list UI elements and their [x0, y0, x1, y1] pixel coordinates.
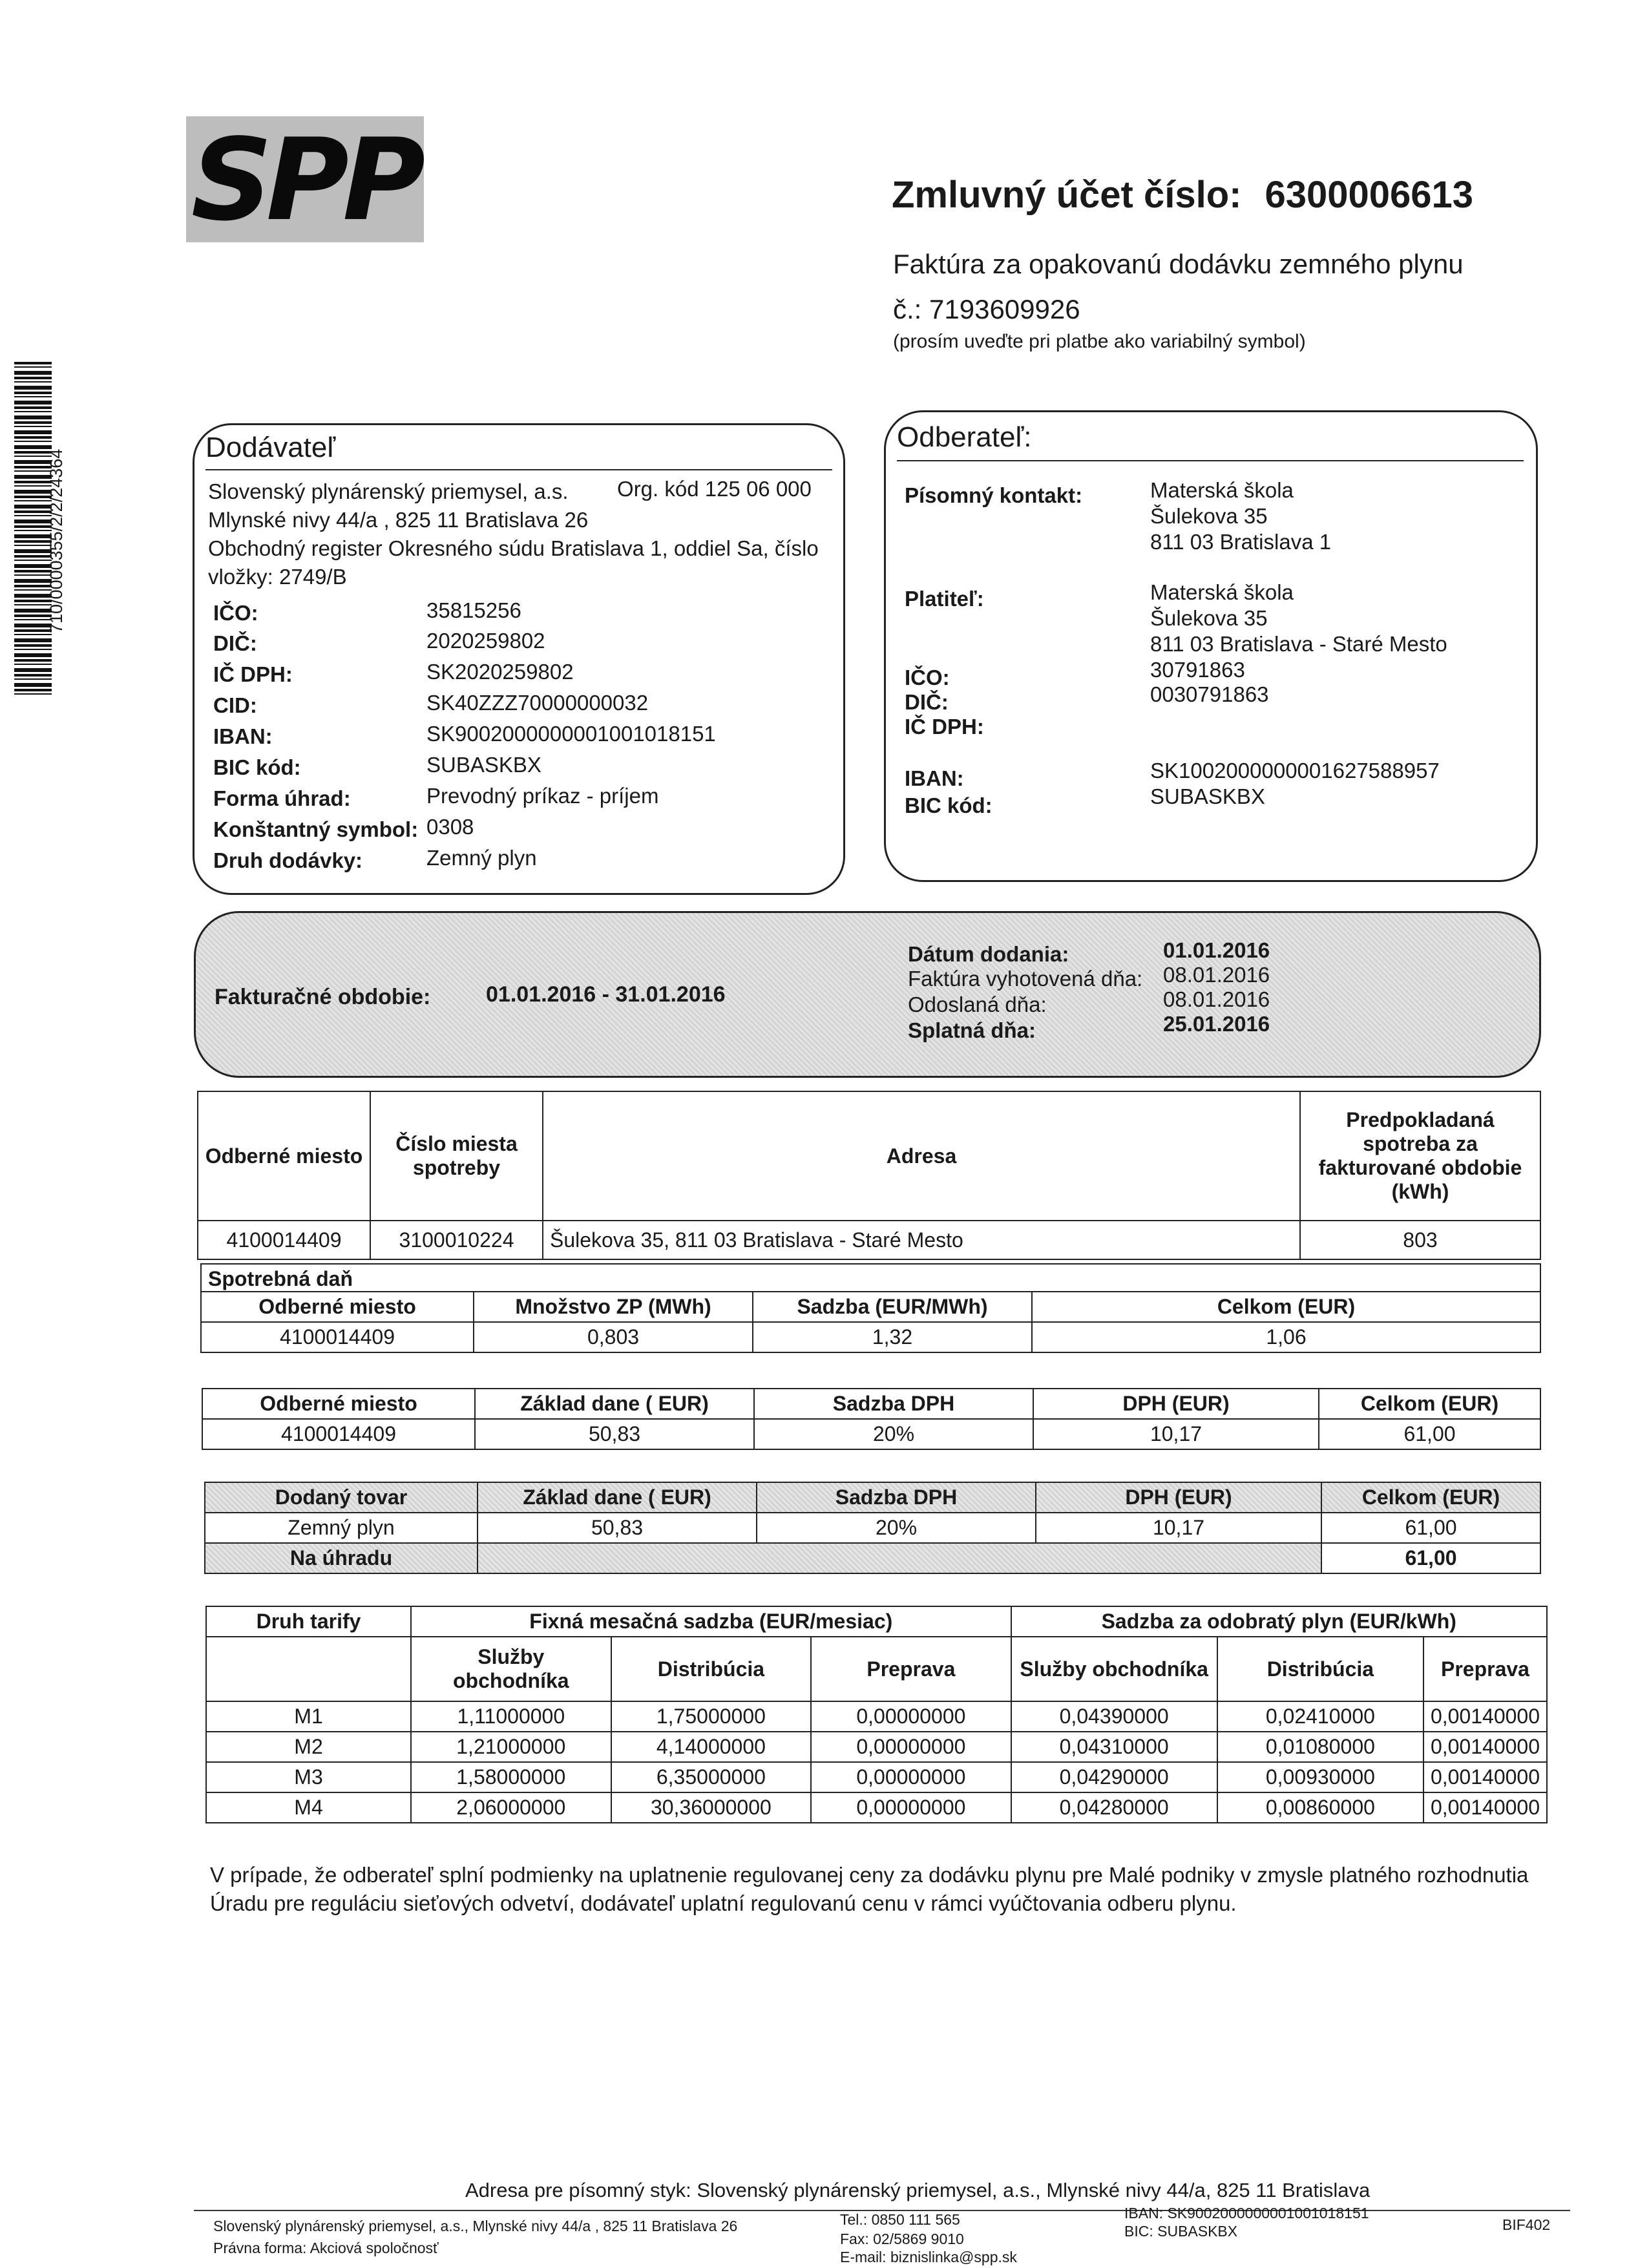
payer-line: Šulekova 35 — [1150, 606, 1268, 630]
col-group-header: Fixná mesačná sadzba (EUR/mesiac) — [411, 1606, 1011, 1637]
supplier-label: CID: — [213, 693, 257, 717]
supplier-header — [205, 426, 832, 470]
table-cell: Šulekova 35, 811 03 Bratislava - Staré Mesto — [543, 1221, 1300, 1259]
table-cell: 0,00140000 — [1423, 1762, 1547, 1792]
table-cell: M4 — [206, 1792, 411, 1823]
supplier-value: 0308 — [426, 815, 474, 839]
col-header: Celkom (EUR) — [1032, 1292, 1540, 1322]
col-header: Číslo miesta spotreby — [370, 1091, 543, 1221]
supplier-value: 35815256 — [426, 598, 521, 622]
footer-fax: Fax: 02/5869 9010 — [840, 2231, 964, 2247]
supplier-label: Konštantný symbol: — [213, 817, 419, 841]
table-cell: 1,11000000 — [411, 1701, 611, 1732]
table-row — [206, 1762, 1547, 1792]
table-cell: 803 — [1300, 1221, 1540, 1259]
supplier-value: SK9002000000001001018151 — [426, 722, 716, 746]
footer-bic: BIC: SUBASKBX — [1124, 2223, 1238, 2240]
table-cell: 4100014409 — [198, 1221, 370, 1259]
account-label: Zmluvný účet číslo: — [892, 174, 1242, 216]
tariff-table — [205, 1606, 1548, 1823]
contact-label: Písomný kontakt: — [905, 483, 1083, 507]
supplier-label: Forma úhrad: — [213, 786, 351, 810]
table-cell: 10,17 — [1033, 1419, 1319, 1449]
date-label: Odoslaná dňa: — [908, 992, 1047, 1016]
supplier-label: IBAN: — [213, 724, 273, 748]
col-header: Množstvo ZP (MWh) — [474, 1292, 753, 1322]
col-header: Sadzba DPH — [754, 1389, 1033, 1419]
table-cell: 4,14000000 — [611, 1732, 812, 1762]
payer-line: 811 03 Bratislava - Staré Mesto — [1150, 632, 1447, 656]
table-cell: 20% — [757, 1513, 1036, 1543]
table-cell: 1,58000000 — [411, 1762, 611, 1792]
supplier-value: 2020259802 — [426, 629, 545, 653]
account-heading — [892, 173, 1473, 216]
payer-label: Platiteľ: — [905, 587, 984, 611]
col-header: Predpokladaná spotreba za fakturované obdobie (kWh) — [1300, 1091, 1540, 1221]
col-header: Dodaný tovar — [205, 1482, 478, 1513]
customer-bic-label: BIC kód: — [905, 793, 993, 817]
col-header: Odberné miesto — [201, 1292, 474, 1322]
date-label: Faktúra vyhotovená dňa: — [908, 967, 1143, 991]
col-header: Služby obchodníka — [1011, 1637, 1217, 1701]
col-header: Preprava — [1423, 1637, 1547, 1701]
date-label: Splatná dňa: — [908, 1018, 1036, 1042]
excise-title: Spotrebná daň — [201, 1264, 1540, 1292]
billing-period-label: Fakturačné obdobie: — [215, 985, 431, 1009]
table-cell: 0,803 — [474, 1322, 753, 1352]
table-cell: 0,04310000 — [1011, 1732, 1217, 1762]
table-cell: 10,17 — [1036, 1513, 1321, 1543]
customer-icdph-label: IČ DPH: — [905, 715, 984, 739]
amount-due-label: Na úhradu — [205, 1543, 478, 1573]
col-group-header: Sadzba za odobratý plyn (EUR/kWh) — [1011, 1606, 1547, 1637]
supplier-label: BIC kód: — [213, 755, 301, 779]
footer-tel: Tel.: 0850 111 565 — [840, 2211, 960, 2228]
table-cell: 0,00140000 — [1423, 1701, 1547, 1732]
supplier-address: Mlynské nivy 44/a , 825 11 Bratislava 26 — [208, 508, 589, 532]
date-value: 08.01.2016 — [1163, 987, 1270, 1011]
goods-table — [204, 1482, 1541, 1574]
date-value: 25.01.2016 — [1163, 1012, 1270, 1036]
supplier-org-code: Org. kód 125 06 000 — [617, 477, 812, 501]
footer-company: Slovenský plynárenský priemysel, a.s., Mlynské nivy 44/a , 825 11 Bratislava 26 — [213, 2218, 738, 2234]
footer-email: E-mail: biznislinka@spp.sk — [840, 2249, 1017, 2265]
table-cell: 1,75000000 — [611, 1701, 812, 1732]
table-cell: 0,02410000 — [1217, 1701, 1423, 1732]
invoice-note: (prosím uveďte pri platbe ako variabilný symbol) — [893, 331, 1306, 352]
spp-logo — [186, 115, 424, 246]
col-header: Celkom (EUR) — [1321, 1482, 1540, 1513]
billing-period: 01.01.2016 - 31.01.2016 — [486, 982, 726, 1007]
customer-heading: Odberateľ: — [897, 421, 1032, 453]
table-cell: 0,00000000 — [811, 1732, 1011, 1762]
supplier-name: Slovenský plynárenský priemysel, a.s. — [208, 479, 569, 503]
date-value: 08.01.2016 — [1163, 963, 1270, 987]
footer-mail-address: Adresa pre písomný styk: Slovenský plynárenský priemysel, a.s., Mlynské nivy 44/a, 825 11 Bratislava — [465, 2179, 1371, 2201]
table-cell: 0,00930000 — [1217, 1762, 1423, 1792]
col-header: Celkom (EUR) — [1319, 1389, 1540, 1419]
invoice-number: č.: 7193609926 — [893, 294, 1080, 324]
col-header: Odberné miesto — [198, 1091, 370, 1221]
table-cell: 0,00000000 — [811, 1792, 1011, 1823]
supplier-label: DIČ: — [213, 631, 257, 655]
table-cell: 0,00140000 — [1423, 1792, 1547, 1823]
table-cell: Zemný plyn — [205, 1513, 478, 1543]
table-cell: 20% — [754, 1419, 1033, 1449]
table-cell: 30,36000000 — [611, 1792, 812, 1823]
table-cell: 0,04290000 — [1011, 1762, 1217, 1792]
supplier-value: Zemný plyn — [426, 846, 537, 870]
table-cell: 0,00000000 — [811, 1701, 1011, 1732]
table-row — [206, 1792, 1547, 1823]
table-cell: 1,32 — [753, 1322, 1032, 1352]
customer-bic: SUBASKBX — [1150, 784, 1265, 808]
table-cell: 0,04280000 — [1011, 1792, 1217, 1823]
col-header: Druh tarify — [206, 1606, 411, 1637]
footer-form-code: BIF402 — [1502, 2216, 1551, 2233]
table-cell: 50,83 — [478, 1513, 757, 1543]
col-header: Odberné miesto — [202, 1389, 475, 1419]
supplier-label: Druh dodávky: — [213, 848, 363, 872]
supplier-value: Prevodný príkaz - príjem — [426, 784, 659, 808]
supplier-register-1: Obchodný register Okresného súdu Bratislava 1, oddiel Sa, číslo — [208, 536, 819, 560]
invoice-title: Faktúra za opakovanú dodávku zemného plynu — [893, 249, 1464, 279]
table-row — [206, 1701, 1547, 1732]
supplier-value: SK2020259802 — [426, 660, 574, 684]
document-code: 710/0000355/2/2/24364 — [47, 448, 66, 633]
customer-dic-label: DIČ: — [905, 690, 949, 714]
date-value: 01.01.2016 — [1163, 938, 1270, 962]
contact-line: 811 03 Bratislava 1 — [1150, 530, 1332, 554]
table-cell: 0,00000000 — [811, 1762, 1011, 1792]
customer-header — [897, 415, 1524, 461]
table-cell: 6,35000000 — [611, 1762, 812, 1792]
table-cell: 0,00860000 — [1217, 1792, 1423, 1823]
date-label: Dátum dodania: — [908, 942, 1069, 966]
amount-due-spacer — [478, 1543, 1321, 1573]
col-header: Distribúcia — [611, 1637, 812, 1701]
customer-ico: 30791863 — [1150, 658, 1245, 682]
table-cell: 50,83 — [475, 1419, 754, 1449]
table-cell: 0,00140000 — [1423, 1732, 1547, 1762]
table-cell: 0,04390000 — [1011, 1701, 1217, 1732]
supplier-register-2: vložky: 2749/B — [208, 565, 347, 589]
customer-iban: SK1002000000001627588957 — [1150, 759, 1440, 782]
table-cell: 1,06 — [1032, 1322, 1540, 1352]
contact-line: Materská škola — [1150, 478, 1294, 502]
supplier-value: SK40ZZZ70000000032 — [426, 691, 649, 715]
col-header: Základ dane ( EUR) — [475, 1389, 754, 1419]
col-header: Sadzba (EUR/MWh) — [753, 1292, 1032, 1322]
table-cell: M3 — [206, 1762, 411, 1792]
col-header: Distribúcia — [1217, 1637, 1423, 1701]
table-cell: M2 — [206, 1732, 411, 1762]
col-header: Adresa — [543, 1091, 1300, 1221]
table-cell: 1,21000000 — [411, 1732, 611, 1762]
account-number: 6300006613 — [1265, 174, 1474, 216]
table-cell: M1 — [206, 1701, 411, 1732]
consumption-table — [197, 1091, 1541, 1260]
supplier-heading: Dodávateľ — [205, 432, 336, 463]
customer-dic: 0030791863 — [1150, 682, 1269, 706]
table-cell: 0,01080000 — [1217, 1732, 1423, 1762]
table-cell: 61,00 — [1319, 1419, 1540, 1449]
vat-place-table — [202, 1388, 1541, 1450]
footer-legal-form: Právna forma: Akciová spoločnosť — [213, 2240, 439, 2256]
table-cell: 2,06000000 — [411, 1792, 611, 1823]
supplier-value: SUBASKBX — [426, 753, 541, 777]
customer-ico-label: IČO: — [905, 666, 950, 689]
col-header: Sadzba DPH — [757, 1482, 1036, 1513]
table-cell: 4100014409 — [201, 1322, 474, 1352]
logo-text: SPP — [191, 115, 419, 246]
excise-tax-table — [200, 1263, 1541, 1353]
supplier-label: IČO: — [213, 601, 258, 625]
col-header: Preprava — [811, 1637, 1011, 1701]
footer-iban: IBAN: SK9002000000001001018151 — [1124, 2205, 1369, 2221]
regulated-price-note: V prípade, že odberateľ splní podmienky na uplatnenie regulovanej ceny za dodávku plynu pre Malé podniky v zmysle platného rozhodnutia Úradu pre reguláciu sieťových odvetví, dodávateľ uplatní regulovanú cenu v rámci vyúčtovania odberu plynu. — [210, 1863, 1529, 1915]
amount-due-value: 61,00 — [1321, 1543, 1540, 1573]
col-header: Základ dane ( EUR) — [478, 1482, 757, 1513]
col-header: DPH (EUR) — [1036, 1482, 1321, 1513]
col-header: DPH (EUR) — [1033, 1389, 1319, 1419]
customer-iban-label: IBAN: — [905, 766, 964, 790]
table-row — [206, 1732, 1547, 1762]
contact-line: Šulekova 35 — [1150, 504, 1268, 528]
tariff-spacer — [206, 1637, 411, 1701]
col-header: Služby obchodníka — [411, 1637, 611, 1701]
table-cell: 61,00 — [1321, 1513, 1540, 1543]
supplier-label: IČ DPH: — [213, 662, 293, 686]
payer-line: Materská škola — [1150, 580, 1294, 604]
table-cell: 3100010224 — [370, 1221, 543, 1259]
table-cell: 4100014409 — [202, 1419, 475, 1449]
